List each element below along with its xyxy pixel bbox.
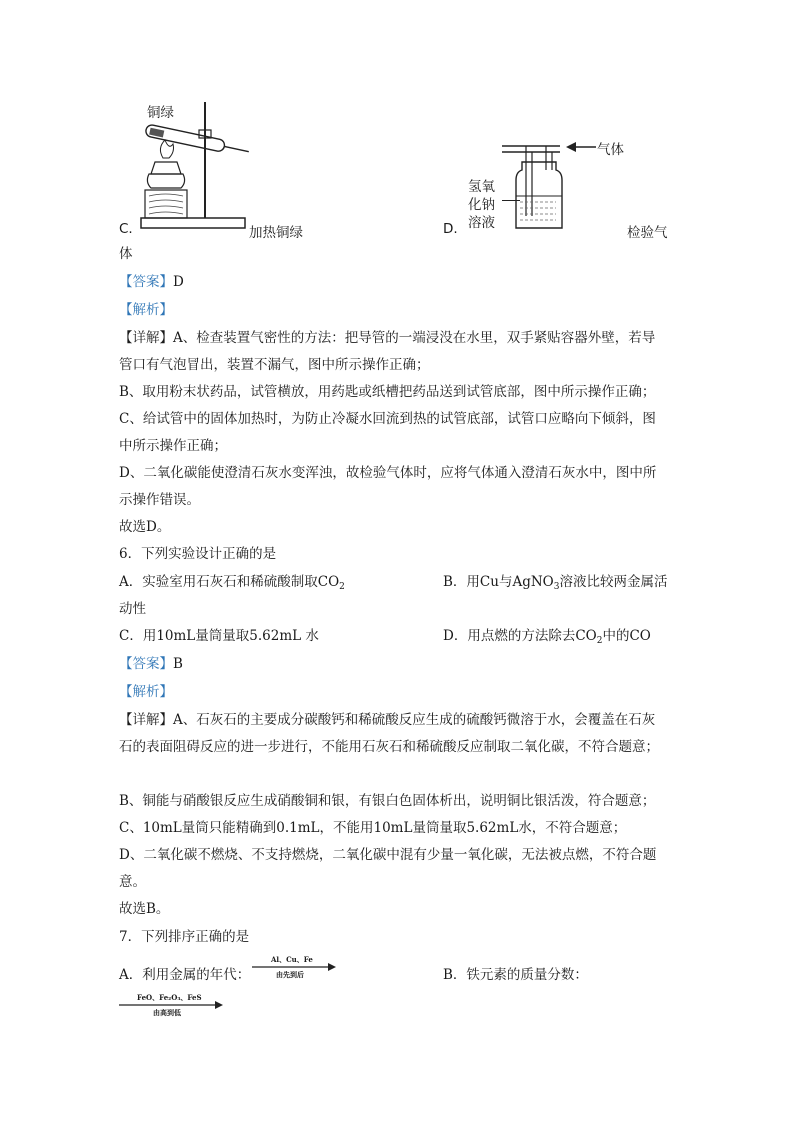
q7-option-a: A．利用金属的年代： — [119, 967, 251, 983]
q6-option-a: A．实验室用石灰石和稀硫酸制取$CO_2$ — [119, 574, 345, 592]
q6-option-b: B．用Cu与AgNO$_3$溶液比较两金属活 — [443, 574, 668, 592]
q5-expl-7: 示操作错误。 — [119, 492, 200, 508]
option-c-caption: 加热铜绿 — [249, 225, 303, 241]
q6-expl-3: B、铜能与硝酸银反应生成硝酸铜和银，有银白色固体析出，说明铜比银活泼，符合题意； — [119, 793, 656, 809]
naoh-label-3: 溶液 — [468, 215, 495, 231]
option-d-letter: D. — [443, 221, 458, 237]
q5-expl-4: C、给试管中的固体加热时，为防止冷凝水回流到热的试管底部，试管口应略向下倾斜，图 — [119, 411, 656, 427]
naoh-label-2: 化钠 — [468, 197, 495, 213]
q6-expl-4: C、10mL量筒只能精确到0.1mL，不能用10mL量筒量取5.62mL水，不符合题意； — [119, 820, 627, 836]
option-d-caption-cont: 体 — [119, 246, 133, 262]
gas-label: 气体 — [597, 142, 624, 158]
q6-expl-5: D、二氧化碳不燃烧、不支持燃烧，二氧化碳中混有少量一氧化碳，无法被点燃，不符合题 — [119, 847, 657, 863]
q7-option-b: B．铁元素的质量分数： — [443, 967, 588, 983]
q5-expl-2: 管口有气泡冒出，装置不漏气，图中所示操作正确； — [119, 357, 430, 373]
q5-answer: 【答案】D — [119, 274, 184, 290]
q6-option-d: D．用点燃的方法除去$CO_2$中的CO — [443, 628, 651, 646]
q6-expl-1: 【详解】A、石灰石的主要成分碳酸钙和稀硫酸反应生成的硫酸钙微溶于水，会覆盖在石灰 — [119, 712, 656, 728]
q6-expl-2: 石的表面阻碍反应的进一步进行，不能用石灰石和稀硫酸反应制取二氧化碳，不符合题意； — [119, 739, 659, 755]
q6-analysis-tag: 【解析】 — [119, 684, 173, 700]
q5-analysis-tag: 【解析】 — [119, 302, 173, 318]
arrow-left-icon — [566, 141, 596, 153]
q6-option-c: C．用10mL量筒量取5.62mL 水 — [119, 628, 319, 644]
q5-expl-8: 故选D。 — [119, 519, 171, 535]
q6-answer: 【答案】B — [119, 656, 183, 672]
q5-expl-1: 【详解】A、检查装置气密性的方法：把导管的一端浸没在水里，双手紧贴容器外壁，若导 — [119, 330, 656, 346]
q5-expl-6: D、二氧化碳能使澄清石灰水变浑浊，故检验气体时，应将气体通入澄清石灰水中，图中所 — [119, 465, 657, 481]
q7-stem: 7．下列排序正确的是 — [119, 929, 250, 945]
q6-option-b-cont: 动性 — [119, 601, 146, 617]
q5-expl-5: 中所示操作正确； — [119, 438, 227, 454]
naoh-label-1: 氢氧 — [468, 179, 495, 195]
q7-b-compounds: FeO、Fe₂O₃、FeS — [137, 993, 202, 1002]
option-d-caption: 检验气 — [627, 225, 668, 241]
q5-expl-3: B、取用粉末状药品，试管横放，用药匙或纸槽把药品送到试管底部，图中所示操作正确； — [119, 384, 656, 400]
heating-apparatus-figure — [135, 100, 255, 232]
option-c-letter: C. — [119, 221, 133, 237]
q7-a-metals: Al、Cu、Fe — [271, 955, 313, 964]
q7-b-order: 由高到低 — [153, 1008, 181, 1017]
q6-expl-7: 故选B。 — [119, 901, 170, 917]
q7-a-order: 由先到后 — [276, 970, 304, 979]
fig-c-label: 铜绿 — [147, 105, 174, 121]
q6-expl-6: 意。 — [119, 874, 146, 890]
q6-stem: 6．下列实验设计正确的是 — [119, 546, 277, 562]
